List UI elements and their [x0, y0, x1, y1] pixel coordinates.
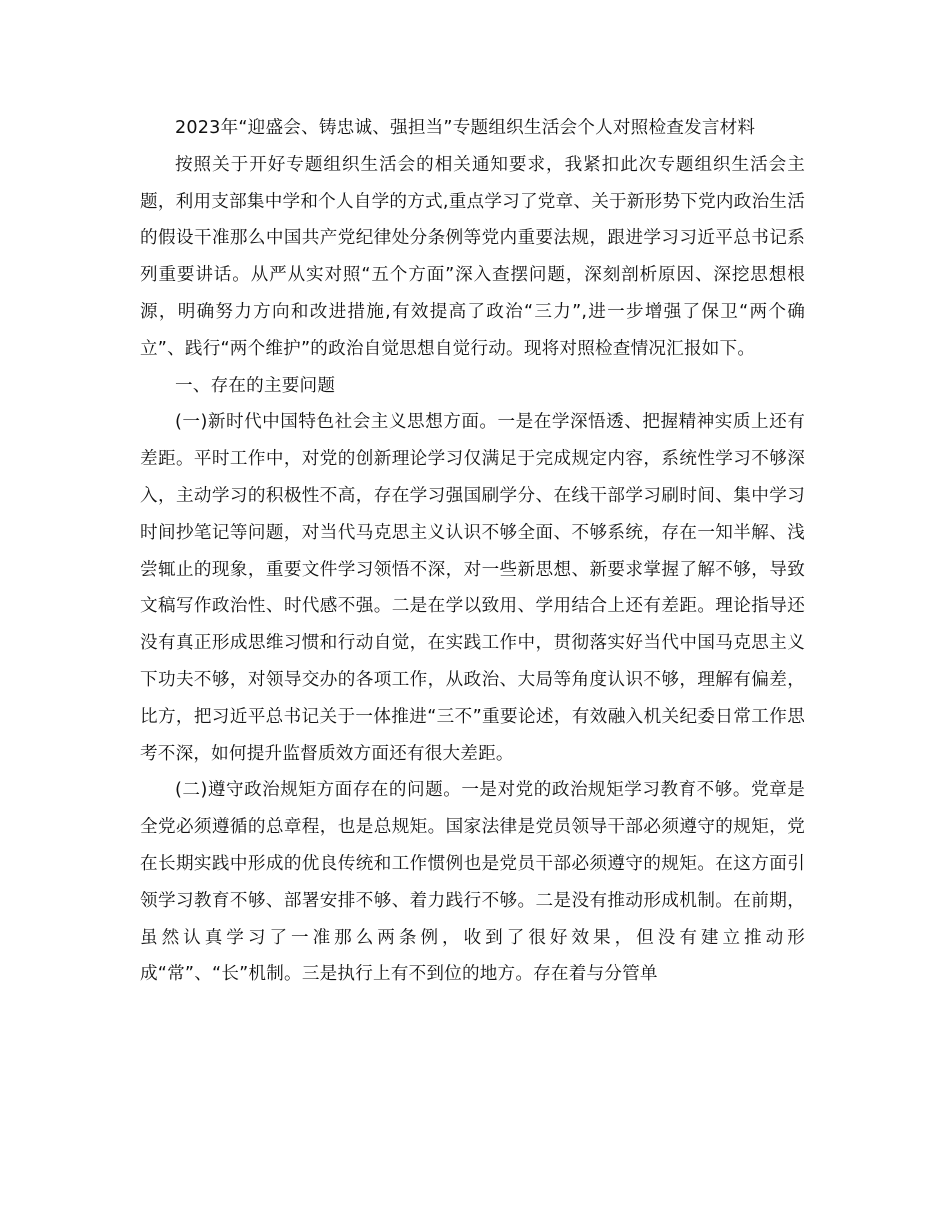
paragraph-political-rules: (二)遵守政治规矩方面存在的问题。一是对党的政治规矩学习教育不够。党章是全党必须遵循的总章程，也是总规矩。国家法律是党员领导干部必须遵守的规矩，党在长期实践中形成的优良传统和工作惯例也是党员干部必须遵守的规矩。在这方面引领学习教育不够、部署安排不够、着力践行不够。二是没有推动形成机制。在前期，虽然认真学习了一准那么两条例，收到了很好效果，但没有建立推动形成“常”、“长”机制。三是执行上有不到位的地方。存在着与分管单	[140, 780, 805, 985]
intro-paragraph: 按照关于开好专题组织生活会的相关通知要求，我紧扣此次专题组织生活会主题，利用支部集中学和个人自学的方式,重点学习了党章、关于新形势下党内政治生活的假设干准那么中国共产党纪律处分条例等党内重要法规，跟进学习习近平总书记系列重要讲话。从严从实对照“五个方面”深入查摆问题，深刻剖析原因、深挖思想根源，明确努力方向和改进措施,有效提高了政治“三力”,进一步增强了保卫“两个确立”、践行“两个维护”的政治自觉思想自觉行动。现将对照检查情况汇报如下。	[140, 154, 805, 359]
document-page	[140, 110, 805, 993]
paragraph-ideology: (一)新时代中国特色社会主义思想方面。一是在学深悟透、把握精神实质上还有差距。平时工作中，对党的创新理论学习仅满足于完成规定内容，系统性学习不够深入，主动学习的积极性不高，存在学习强国刷学分、在线干部学习刷时间、集中学习时间抄笔记等问题，对当代马克思主义认识不够全面、不够系统，存在一知半解、浅尝辄止的现象，重要文件学习领悟不深，对一些新思想、新要求掌握了解不够，导致文稿写作政治性、时代感不强。二是在学以致用、学用结合上还有差距。理论指导还没有真正形成思维习惯和行动自觉，在实践工作中，贯彻落实好当代中国马克思主义下功夫不够，对领导交办的各项工作，从政治、大局等角度认识不够，理解有偏差，比方，把习近平总书记关于一体推进“三不”重要论述，有效融入机关纪委日常工作思考不深，如何提升监督质效方面还有很大差距。	[140, 412, 805, 764]
section-heading-problems: 一、存在的主要问题	[175, 375, 336, 396]
document-title: 2023年“迎盛会、铸忠诚、强担当”专题组织生活会个人对照检查发言材料	[175, 118, 756, 138]
